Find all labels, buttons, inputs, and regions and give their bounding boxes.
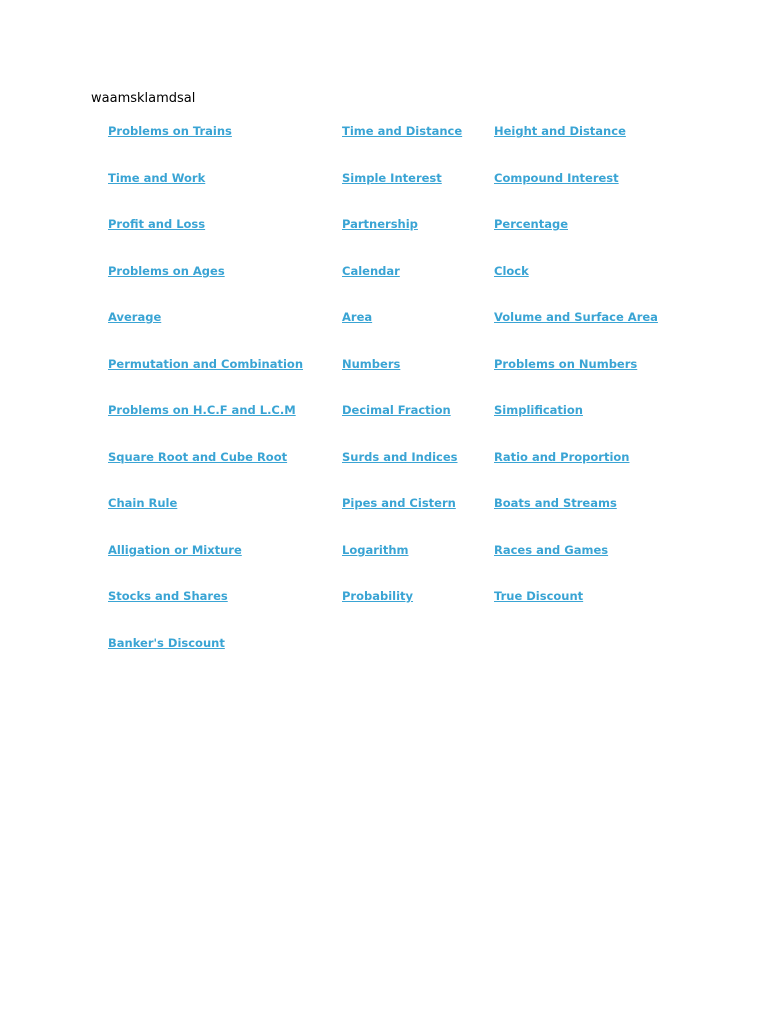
- link-row: [0, 217, 768, 237]
- topic-link[interactable]: Banker's Discount: [108, 636, 225, 650]
- topic-link[interactable]: Clock: [494, 264, 529, 278]
- topic-link[interactable]: Problems on Trains: [108, 124, 232, 138]
- link-row: [0, 357, 768, 377]
- topic-link[interactable]: Stocks and Shares: [108, 589, 228, 603]
- link-row: [0, 264, 768, 284]
- link-row: [0, 543, 768, 563]
- topic-link[interactable]: Problems on H.C.F and L.C.M: [108, 403, 296, 417]
- topic-link[interactable]: Surds and Indices: [342, 450, 458, 464]
- link-row: [0, 496, 768, 516]
- topic-link[interactable]: Partnership: [342, 217, 418, 231]
- topic-link[interactable]: Time and Distance: [342, 124, 463, 138]
- link-row: [0, 403, 768, 423]
- topic-link[interactable]: Alligation or Mixture: [108, 543, 242, 557]
- topic-link[interactable]: True Discount: [494, 589, 584, 603]
- topic-link[interactable]: Ratio and Proportion: [494, 450, 630, 464]
- topic-link[interactable]: Volume and Surface Area: [494, 310, 658, 324]
- topic-link[interactable]: Chain Rule: [108, 496, 178, 510]
- topic-link[interactable]: Average: [108, 310, 162, 324]
- topic-link[interactable]: Problems on Numbers: [494, 357, 638, 371]
- link-row: [0, 450, 768, 470]
- topic-link[interactable]: Height and Distance: [494, 124, 626, 138]
- topic-link[interactable]: Square Root and Cube Root: [108, 450, 288, 464]
- topic-link[interactable]: Percentage: [494, 217, 568, 231]
- topic-link[interactable]: Simple Interest: [342, 171, 442, 185]
- topic-link[interactable]: Pipes and Cistern: [342, 496, 456, 510]
- page-heading: waamsklamdsal: [91, 91, 196, 106]
- topic-link[interactable]: Profit and Loss: [108, 217, 206, 231]
- topic-link[interactable]: Boats and Streams: [494, 496, 617, 510]
- link-row: [0, 589, 768, 609]
- topic-link[interactable]: Logarithm: [342, 543, 409, 557]
- link-row: [0, 124, 768, 144]
- topic-link[interactable]: Decimal Fraction: [342, 403, 451, 417]
- topic-link[interactable]: Calendar: [342, 264, 400, 278]
- topic-link[interactable]: Simplification: [494, 403, 583, 417]
- link-row: [0, 171, 768, 191]
- topic-link[interactable]: Problems on Ages: [108, 264, 225, 278]
- link-row: [0, 310, 768, 330]
- topic-link[interactable]: Probability: [342, 589, 414, 603]
- topic-link[interactable]: Numbers: [342, 357, 401, 371]
- topic-link[interactable]: Races and Games: [494, 543, 609, 557]
- topic-link[interactable]: Time and Work: [108, 171, 206, 185]
- topic-link[interactable]: Area: [342, 310, 373, 324]
- topic-link[interactable]: Permutation and Combination: [108, 357, 304, 371]
- topic-link[interactable]: Compound Interest: [494, 171, 619, 185]
- link-row: [0, 636, 768, 656]
